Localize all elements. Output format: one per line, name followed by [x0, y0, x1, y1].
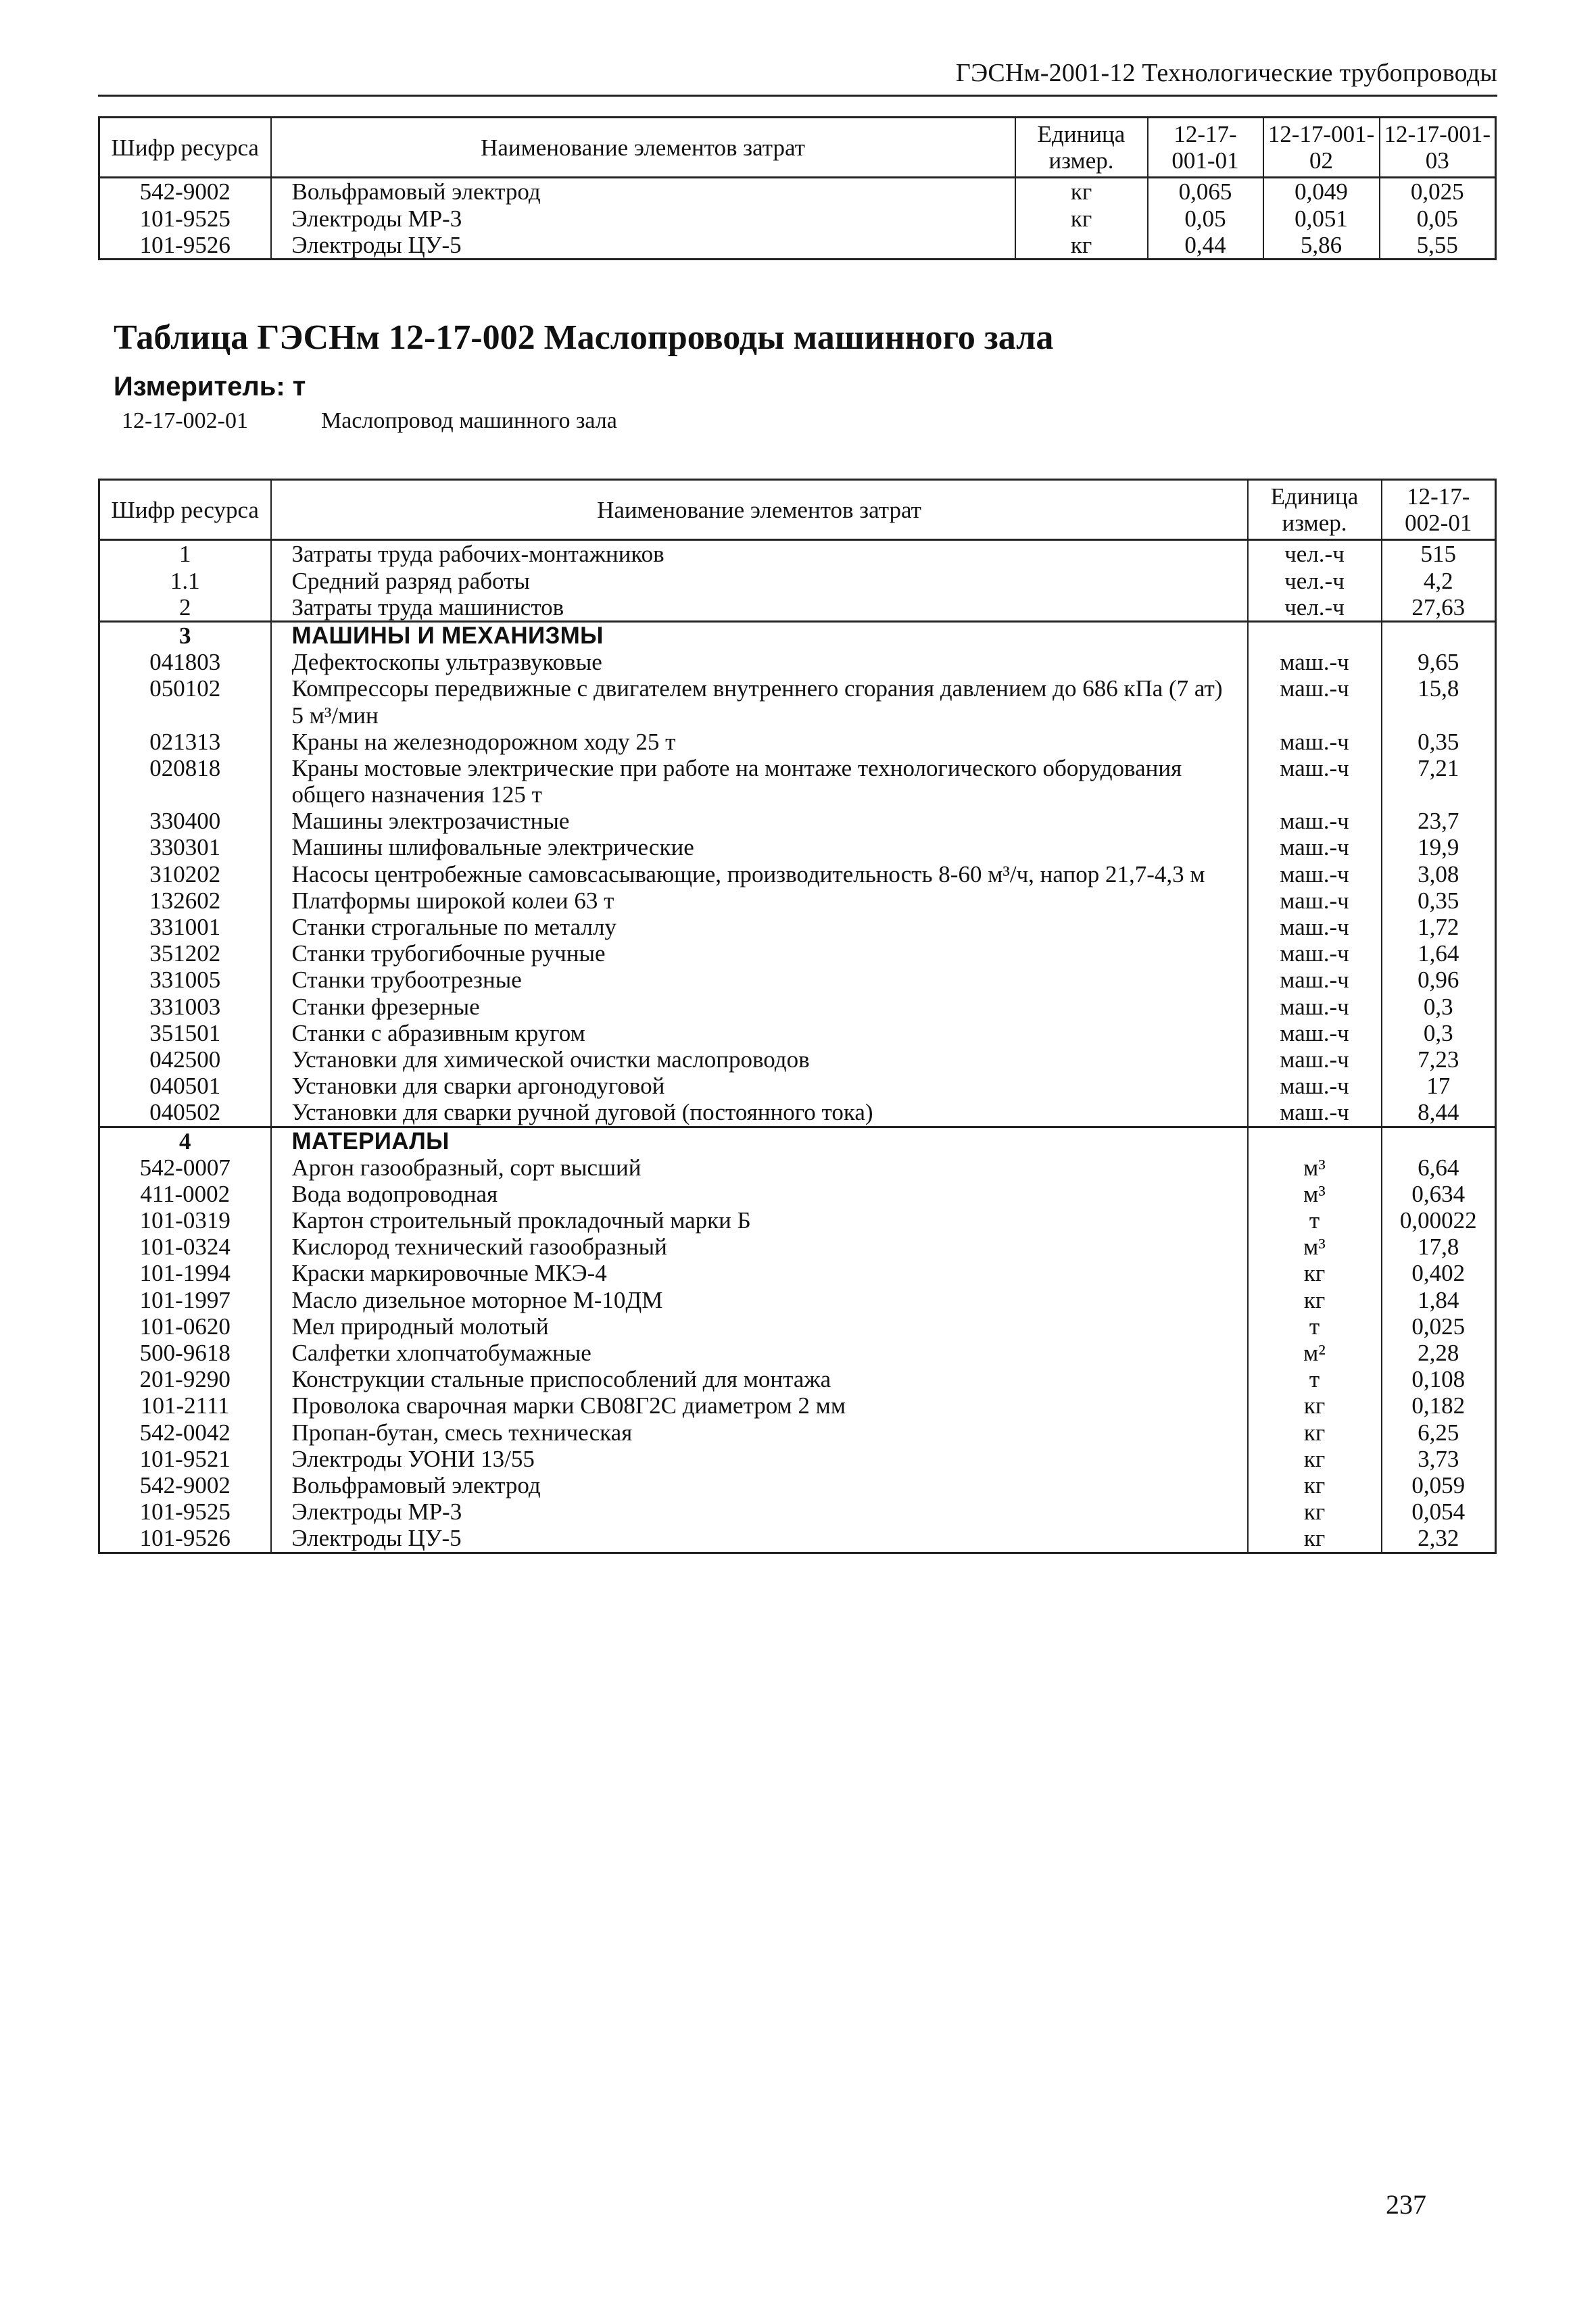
- resource-code: 3: [99, 621, 271, 649]
- table-row: [99, 1498, 1496, 1525]
- resource-name: Станки фрезерные: [271, 994, 1248, 1020]
- resource-name: Краски маркировочные МКЭ-4: [271, 1260, 1248, 1286]
- resource-name: Платформы широкой колеи 63 т: [271, 887, 1248, 914]
- unit-cell: маш.-ч: [1248, 967, 1382, 993]
- resource-name: Краны мостовые электрические при работе на монтаже технологического оборудования общего назначения 125 т: [271, 755, 1248, 808]
- unit-cell: кг: [1248, 1446, 1382, 1472]
- value-cell: 0,065: [1148, 178, 1263, 205]
- value-cell: 1,64: [1382, 940, 1496, 967]
- column-header: 12-17-001-01: [1148, 118, 1263, 178]
- column-header: Наименование элементов затрат: [271, 118, 1015, 178]
- resource-name: Электроды ЦУ-5: [271, 1525, 1248, 1553]
- table-row: [99, 1154, 1496, 1181]
- value-cell: [1382, 621, 1496, 649]
- resource-code: 101-9525: [99, 1498, 271, 1525]
- resource-name: Кислород технический газообразный: [271, 1234, 1248, 1260]
- resource-code: 542-0007: [99, 1154, 271, 1181]
- value-cell: 0,402: [1382, 1260, 1496, 1286]
- unit-cell: м²: [1248, 1340, 1382, 1366]
- resource-code: 542-9002: [99, 1472, 271, 1498]
- value-cell: 17: [1382, 1073, 1496, 1099]
- table-row: [99, 232, 1496, 260]
- resource-name: Картон строительный прокладочный марки Б: [271, 1207, 1248, 1234]
- value-cell: 0,96: [1382, 967, 1496, 993]
- resource-name: Станки строгальные по металлу: [271, 914, 1248, 940]
- unit-cell: маш.-ч: [1248, 675, 1382, 728]
- resource-code: 101-9521: [99, 1446, 271, 1472]
- unit-cell: кг: [1015, 178, 1148, 205]
- value-cell: 515: [1382, 540, 1496, 568]
- unit-cell: маш.-ч: [1248, 1099, 1382, 1127]
- value-cell: 0,054: [1382, 1498, 1496, 1525]
- value-cell: 0,3: [1382, 1020, 1496, 1046]
- unit-cell: маш.-ч: [1248, 649, 1382, 675]
- table-row: [99, 808, 1496, 834]
- unit-cell: маш.-ч: [1248, 887, 1382, 914]
- resource-name: Установки для сварки ручной дуговой (постоянного тока): [271, 1099, 1248, 1127]
- resource-table-12-17-001: [98, 116, 1497, 260]
- unit-cell: маш.-ч: [1248, 729, 1382, 755]
- table-row: [99, 1046, 1496, 1073]
- resource-code: 042500: [99, 1046, 271, 1073]
- resource-code: 101-2111: [99, 1392, 271, 1419]
- resource-code: 132602: [99, 887, 271, 914]
- value-cell: 8,44: [1382, 1099, 1496, 1127]
- resource-code: 542-0042: [99, 1419, 271, 1446]
- resource-name: Пропан-бутан, смесь техническая: [271, 1419, 1248, 1446]
- resource-code: 351202: [99, 940, 271, 967]
- section-row: [99, 1127, 1496, 1154]
- resource-name: Насосы центробежные самовсасывающие, производительность 8-60 м³/ч, напор 21,7-4,3 м: [271, 861, 1248, 887]
- unit-cell: кг: [1015, 205, 1148, 232]
- value-cell: 0,108: [1382, 1366, 1496, 1392]
- resource-name: Установки для сварки аргонодуговой: [271, 1073, 1248, 1099]
- resource-name: Вода водопроводная: [271, 1181, 1248, 1207]
- item-name: Маслопровод машинного зала: [321, 408, 617, 433]
- value-cell: 0,059: [1382, 1472, 1496, 1498]
- table-row: [99, 675, 1496, 728]
- resource-name: МАШИНЫ И МЕХАНИЗМЫ: [271, 621, 1248, 649]
- resource-code: 331005: [99, 967, 271, 993]
- resource-name: Средний разряд работы: [271, 568, 1248, 594]
- table-row: [99, 178, 1496, 205]
- value-cell: 3,73: [1382, 1446, 1496, 1472]
- unit-cell: кг: [1015, 232, 1148, 260]
- value-cell: 0,182: [1382, 1392, 1496, 1419]
- resource-code: 101-9525: [99, 205, 271, 232]
- unit-cell: м³: [1248, 1181, 1382, 1207]
- value-cell: 5,86: [1263, 232, 1380, 260]
- resource-name: Электроды ЦУ-5: [271, 232, 1015, 260]
- item-code: 12-17-002-01: [122, 408, 248, 433]
- value-cell: 23,7: [1382, 808, 1496, 834]
- resource-code: 101-1997: [99, 1287, 271, 1313]
- column-header: Наименование элементов затрат: [271, 480, 1248, 540]
- resource-code: 331001: [99, 914, 271, 940]
- table-row: [99, 834, 1496, 860]
- resource-name: Дефектоскопы ультразвуковые: [271, 649, 1248, 675]
- table-row: [99, 1260, 1496, 1286]
- unit-cell: кг: [1248, 1260, 1382, 1286]
- resource-name: Затраты труда рабочих-монтажников: [271, 540, 1248, 568]
- resource-name: Станки трубогибочные ручные: [271, 940, 1248, 967]
- item-row: [122, 408, 617, 434]
- value-cell: 19,9: [1382, 834, 1496, 860]
- resource-code: 050102: [99, 675, 271, 728]
- value-cell: 0,3: [1382, 994, 1496, 1020]
- unit-cell: кг: [1248, 1472, 1382, 1498]
- resource-name: Электроды МР-3: [271, 1498, 1248, 1525]
- table-row: [99, 1073, 1496, 1099]
- value-cell: 0,025: [1380, 178, 1496, 205]
- column-header: 12-17-002-01: [1382, 480, 1496, 540]
- resource-code: 411-0002: [99, 1181, 271, 1207]
- value-cell: 1,72: [1382, 914, 1496, 940]
- resource-code: 330301: [99, 834, 271, 860]
- resource-name: Затраты труда машинистов: [271, 594, 1248, 622]
- value-cell: 0,05: [1380, 205, 1496, 232]
- resource-code: 1: [99, 540, 271, 568]
- table-row: [99, 887, 1496, 914]
- resource-name: Проволока сварочная марки СВ08Г2С диаметром 2 мм: [271, 1392, 1248, 1419]
- resource-code: 040501: [99, 1073, 271, 1099]
- table-row: [99, 1446, 1496, 1472]
- column-header: 12-17-001-03: [1380, 118, 1496, 178]
- page-number: 237: [1386, 2189, 1426, 2220]
- unit-cell: кг: [1248, 1419, 1382, 1446]
- value-cell: 15,8: [1382, 675, 1496, 728]
- table-row: [99, 1313, 1496, 1340]
- unit-cell: маш.-ч: [1248, 755, 1382, 808]
- resource-name: Компрессоры передвижные с двигателем внутреннего сгорания давлением до 686 кПа (7 ат) 5 м³/мин: [271, 675, 1248, 728]
- resource-code: 201-9290: [99, 1366, 271, 1392]
- table-row: [99, 967, 1496, 993]
- table-row: [99, 914, 1496, 940]
- value-cell: 0,35: [1382, 729, 1496, 755]
- unit-cell: м³: [1248, 1154, 1382, 1181]
- unit-cell: маш.-ч: [1248, 1073, 1382, 1099]
- resource-code: 542-9002: [99, 178, 271, 205]
- table-row: [99, 594, 1496, 622]
- unit-cell: чел.-ч: [1248, 594, 1382, 622]
- table-row: [99, 540, 1496, 568]
- table-row: [99, 1234, 1496, 1260]
- unit-cell: маш.-ч: [1248, 994, 1382, 1020]
- column-header: 12-17-001-02: [1263, 118, 1380, 178]
- resource-code: 351501: [99, 1020, 271, 1046]
- value-cell: 1,84: [1382, 1287, 1496, 1313]
- unit-cell: чел.-ч: [1248, 540, 1382, 568]
- resource-code: 041803: [99, 649, 271, 675]
- table-row: [99, 649, 1496, 675]
- value-cell: 0,634: [1382, 1181, 1496, 1207]
- value-cell: 0,049: [1263, 178, 1380, 205]
- unit-cell: [1248, 1127, 1382, 1154]
- value-cell: 0,051: [1263, 205, 1380, 232]
- resource-code: 101-0324: [99, 1234, 271, 1260]
- resource-name: Машины шлифовальные электрические: [271, 834, 1248, 860]
- resource-name: МАТЕРИАЛЫ: [271, 1127, 1248, 1154]
- unit-cell: т: [1248, 1313, 1382, 1340]
- column-header: Единица измер.: [1015, 118, 1148, 178]
- unit-cell: маш.-ч: [1248, 808, 1382, 834]
- resource-code: 101-9526: [99, 1525, 271, 1553]
- resource-code: 330400: [99, 808, 271, 834]
- value-cell: 0,05: [1148, 205, 1263, 232]
- table-header-row: [99, 118, 1496, 178]
- table-header-row: [99, 480, 1496, 540]
- resource-name: Станки трубоотрезные: [271, 967, 1248, 993]
- value-cell: 7,21: [1382, 755, 1496, 808]
- table-row: [99, 1472, 1496, 1498]
- measure-unit: Измеритель: т: [114, 372, 306, 401]
- unit-cell: кг: [1248, 1392, 1382, 1419]
- unit-cell: маш.-ч: [1248, 1046, 1382, 1073]
- resource-code: 2: [99, 594, 271, 622]
- resource-table-12-17-002: [98, 479, 1497, 1554]
- table-row: [99, 1207, 1496, 1234]
- resource-name: Установки для химической очистки маслопроводов: [271, 1046, 1248, 1073]
- value-cell: 3,08: [1382, 861, 1496, 887]
- table-row: [99, 1099, 1496, 1127]
- resource-code: 101-0319: [99, 1207, 271, 1234]
- unit-cell: кг: [1248, 1498, 1382, 1525]
- unit-cell: м³: [1248, 1234, 1382, 1260]
- resource-code: 500-9618: [99, 1340, 271, 1366]
- resource-code: 1.1: [99, 568, 271, 594]
- resource-code: 101-9526: [99, 232, 271, 260]
- resource-code: 020818: [99, 755, 271, 808]
- table-row: [99, 994, 1496, 1020]
- unit-cell: маш.-ч: [1248, 940, 1382, 967]
- resource-name: Масло дизельное моторное М-10ДМ: [271, 1287, 1248, 1313]
- table-row: [99, 861, 1496, 887]
- value-cell: 7,23: [1382, 1046, 1496, 1073]
- table-row: [99, 1287, 1496, 1313]
- value-cell: 4,2: [1382, 568, 1496, 594]
- resource-name: Машины электрозачистные: [271, 808, 1248, 834]
- value-cell: 6,64: [1382, 1154, 1496, 1181]
- table-row: [99, 1419, 1496, 1446]
- unit-cell: кг: [1248, 1525, 1382, 1553]
- resource-code: 310202: [99, 861, 271, 887]
- unit-cell: чел.-ч: [1248, 568, 1382, 594]
- column-header: Шифр ресурса: [99, 480, 271, 540]
- value-cell: 0,35: [1382, 887, 1496, 914]
- value-cell: 6,25: [1382, 1419, 1496, 1446]
- value-cell: 2,32: [1382, 1525, 1496, 1553]
- resource-name: Вольфрамовый электрод: [271, 1472, 1248, 1498]
- table-row: [99, 940, 1496, 967]
- resource-name: Мел природный молотый: [271, 1313, 1248, 1340]
- page-header: ГЭСНм-2001-12 Технологические трубопроводы: [98, 58, 1497, 97]
- value-cell: 0,44: [1148, 232, 1263, 260]
- value-cell: 2,28: [1382, 1340, 1496, 1366]
- value-cell: 17,8: [1382, 1234, 1496, 1260]
- resource-name: Краны на железнодорожном ходу 25 т: [271, 729, 1248, 755]
- resource-code: 4: [99, 1127, 271, 1154]
- unit-cell: маш.-ч: [1248, 1020, 1382, 1046]
- unit-cell: кг: [1248, 1287, 1382, 1313]
- table-row: [99, 1181, 1496, 1207]
- table-row: [99, 1392, 1496, 1419]
- table-row: [99, 1020, 1496, 1046]
- resource-code: 331003: [99, 994, 271, 1020]
- value-cell: [1382, 1127, 1496, 1154]
- resource-code: 101-1994: [99, 1260, 271, 1286]
- resource-name: Станки с абразивным кругом: [271, 1020, 1248, 1046]
- resource-name: Салфетки хлопчатобумажные: [271, 1340, 1248, 1366]
- table-row: [99, 1340, 1496, 1366]
- section-row: [99, 621, 1496, 649]
- column-header: Шифр ресурса: [99, 118, 271, 178]
- table-row: [99, 1366, 1496, 1392]
- unit-cell: т: [1248, 1207, 1382, 1234]
- value-cell: 0,00022: [1382, 1207, 1496, 1234]
- value-cell: 0,025: [1382, 1313, 1496, 1340]
- unit-cell: маш.-ч: [1248, 861, 1382, 887]
- table-title: Таблица ГЭСНм 12-17-002 Маслопроводы машинного зала: [114, 318, 1054, 357]
- resource-name: Конструкции стальные приспособлений для монтажа: [271, 1366, 1248, 1392]
- table-row: [99, 568, 1496, 594]
- resource-code: 040502: [99, 1099, 271, 1127]
- resource-name: Электроды УОНИ 13/55: [271, 1446, 1248, 1472]
- unit-cell: [1248, 621, 1382, 649]
- resource-name: Аргон газообразный, сорт высший: [271, 1154, 1248, 1181]
- table-row: [99, 755, 1496, 808]
- table-row: [99, 729, 1496, 755]
- value-cell: 27,63: [1382, 594, 1496, 622]
- unit-cell: маш.-ч: [1248, 914, 1382, 940]
- table-row: [99, 205, 1496, 232]
- column-header: Единица измер.: [1248, 480, 1382, 540]
- value-cell: 5,55: [1380, 232, 1496, 260]
- table-row: [99, 1525, 1496, 1553]
- unit-cell: маш.-ч: [1248, 834, 1382, 860]
- unit-cell: т: [1248, 1366, 1382, 1392]
- resource-name: Электроды МР-3: [271, 205, 1015, 232]
- resource-code: 021313: [99, 729, 271, 755]
- resource-code: 101-0620: [99, 1313, 271, 1340]
- resource-name: Вольфрамовый электрод: [271, 178, 1015, 205]
- value-cell: 9,65: [1382, 649, 1496, 675]
